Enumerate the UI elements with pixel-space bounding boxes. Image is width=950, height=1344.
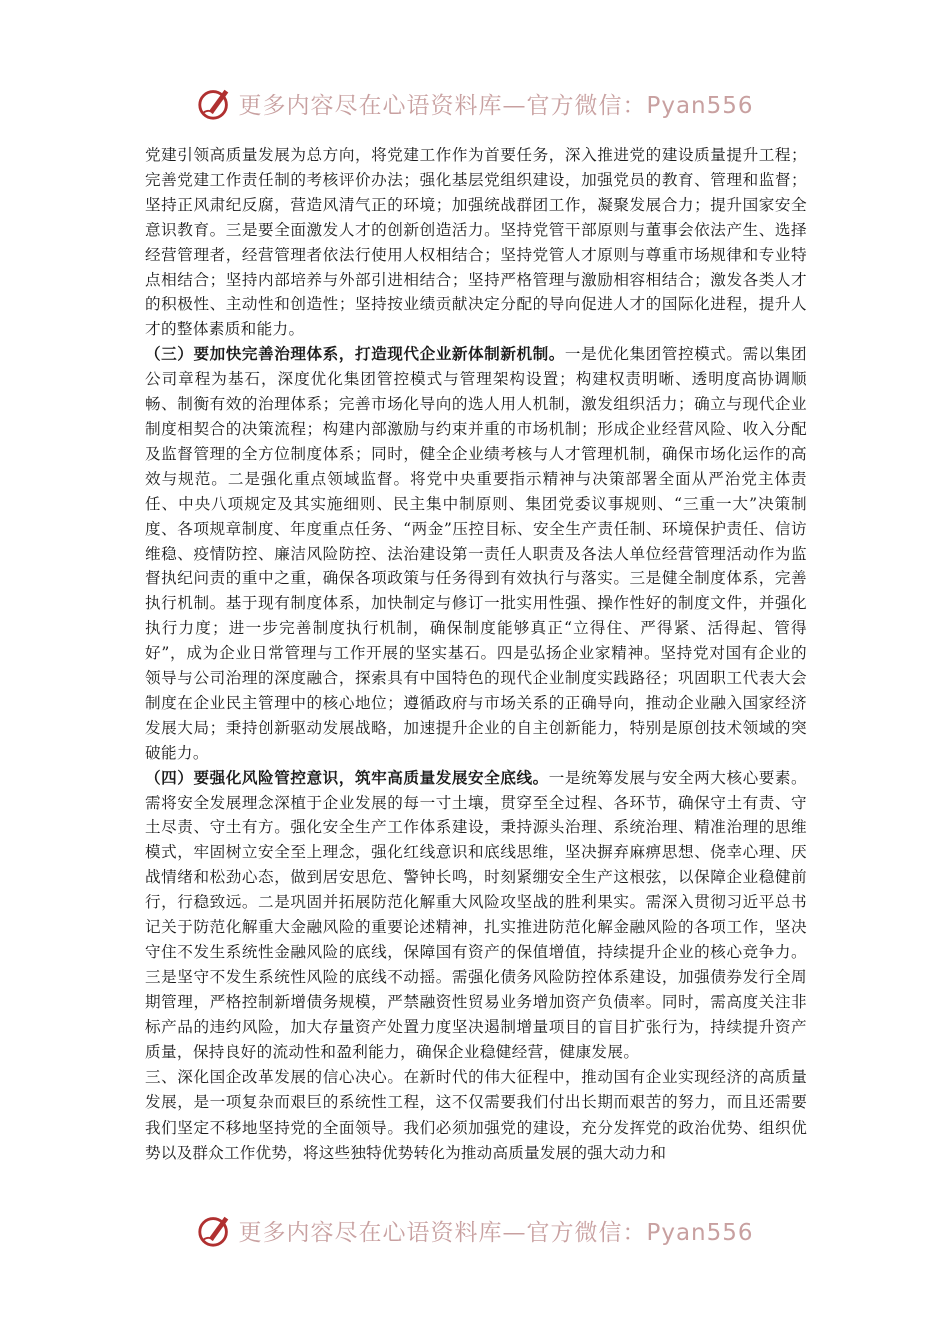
paragraph-3-text: 一是统筹发展与安全两大核心要素。需将安全发展理念深植于企业发展的每一寸土壤，贯穿至全过程、各环节，确保守土有责、守土尽责、守土有方。强化安全生产工作体系建设，秉持源头治理、系统治理、精准治理的思维模式，牢固树立安全至上理念，强化红线意识和底线思维，坚决摒弃麻痹思想、侥幸心理、厌战情绪和松劲心态，做到居安思危、警钟长鸣，时刻紧绷安全生产这根弦，以保障企业稳健前行，行稳致远。二是巩固并拓展防范化解重大风险攻坚战的胜利果实。需深入贯彻习近平总书记关于防范化解重大金融风险的重要论述精神，扎实推进防范化解金融风险的各项工作，坚决守住不发生系统性金融风险的底线，保障国有资产的保值增值，持续提升企业的核心竞争力。三是坚守不发生系统性风险的底线不动摇。需强化债务风险防控体系建设，加强债券发行全周期管理，严格控制新增债务规模，严禁融资性贸易业务增加资产负债率。同时，需高度关注非标产品的违约风险，加大存量资产处置力度坚决遏制增量项目的盲目扩张行为，持续提升资产质量，保持良好的流动性和盈利能力，确保企业稳健经营，健康发展。 [145, 768, 807, 1061]
paragraph-3 [145, 766, 807, 1065]
document-body [145, 143, 807, 1167]
paragraph-2-text: 一是优化集团管控模式。需以集团公司章程为基石，深度优化集团管控模式与管理架构设置；构建权责明晰、透明度高协调顺畅、制衡有效的治理体系；完善市场化导向的选人用人机制，激发组织活力；确立与现代企业制度相契合的决策流程；构建内部激励与约束并重的市场机制；形成企业经营风险、收入分配及监督管理的全方位制度体系；同时，健全企业绩考核与人才管理机制，确保市场化运作的高效与规范。二是强化重点领域监督。将党中央重要指示精神与决策部署全面从严治党主体责任、中央八项规定及其实施细则、民主集中制原则、集团党委议事规则、“三重一大”决策制度、各项规章制度、年度重点任务、“两金”压控目标、安全生产责任制、环境保护责任、信访维稳、疫情防控、廉洁风险防控、法治建设第一责任人职责及各法人单位经营管理活动作为监督执纪问责的重中之重，确保各项政策与任务得到有效执行与落实。三是健全制度体系，完善执行机制。基于现有制度体系，加快制定与修订一批实用性强、操作性好的制度文件，并强化执行力度；进一步完善制度执行机制，确保制度能够真正“立得住、严得紧、活得起、管得好”，成为企业日常管理与工作开展的坚实基石。四是弘扬企业家精神。坚持党对国有企业的领导与公司治理的深度融合，探索具有中国特色的现代企业制度实践路径；巩固职工代表大会制度在企业民主管理中的核心地位；遵循政府与市场关系的正确导向，推动企业融入国家经济发展大局；秉持创新驱动发展战略，加速提升企业的自主创新能力，特别是原创技术领域的突破能力。 [145, 345, 807, 762]
header-wechat-id: Pyan556 [646, 92, 754, 119]
section-heading-4: （四）要强化风险管控意识，筑牢高质量发展安全底线。 [145, 767, 549, 787]
paragraph-1: 党建引领高质量发展为总方向，将党建工作作为首要任务，深入推进党的建设质量提升工程；完善党建工作责任制的考核评价办法；强化基层党组织建设，加强党员的教育、管理和监督；坚持正风肃纪反腐，营造风清气正的环境；加强统战群团工作，凝聚发展合力；提升国家安全意识教育。三是要全面激发人才的创新创造活力。坚持党管干部原则与董事会依法产生、选择经营管理者，经营管理者依法行使用人权相结合；坚持党管人才原则与尊重市场规律和专业特点相结合；坚持内部培养与外部引进相结合；坚持严格管理与激励相容相结合；激发各类人才的积极性、主动性和创造性；坚持按业绩贡献决定分配的导向促进人才的国际化进程，提升人才的整体素质和能力。 [145, 146, 807, 339]
header-banner-text: 更多内容尽在心语资料库—官方微信：Pyan556 [238, 92, 754, 119]
section-heading-3: （三）要加快完善治理体系，打造现代企业新体制新机制。 [145, 344, 565, 364]
pen-logo-icon [196, 1211, 234, 1249]
pen-logo-icon [196, 84, 234, 122]
paragraph-2 [145, 342, 807, 765]
footer-wechat-id: Pyan556 [646, 1219, 754, 1246]
footer-banner [0, 1210, 950, 1250]
footer-banner-text: 更多内容尽在心语资料库—官方微信：Pyan556 [238, 1219, 754, 1246]
header-banner [0, 83, 950, 123]
paragraph-4: 三、深化国企改革发展的信心决心。在新时代的伟大征程中，推动国有企业实现经济的高质量发展，是一项复杂而艰巨的系统性工程，这不仅需要我们付出长期而艰苦的努力，而且还需要我们坚定不移地坚持党的全面领导。我们必须加强党的建设，充分发挥党的政治优势、组织优势以及群众工作优势，将这些独特优势转化为推动高质量发展的强大动力和 [145, 1067, 807, 1163]
